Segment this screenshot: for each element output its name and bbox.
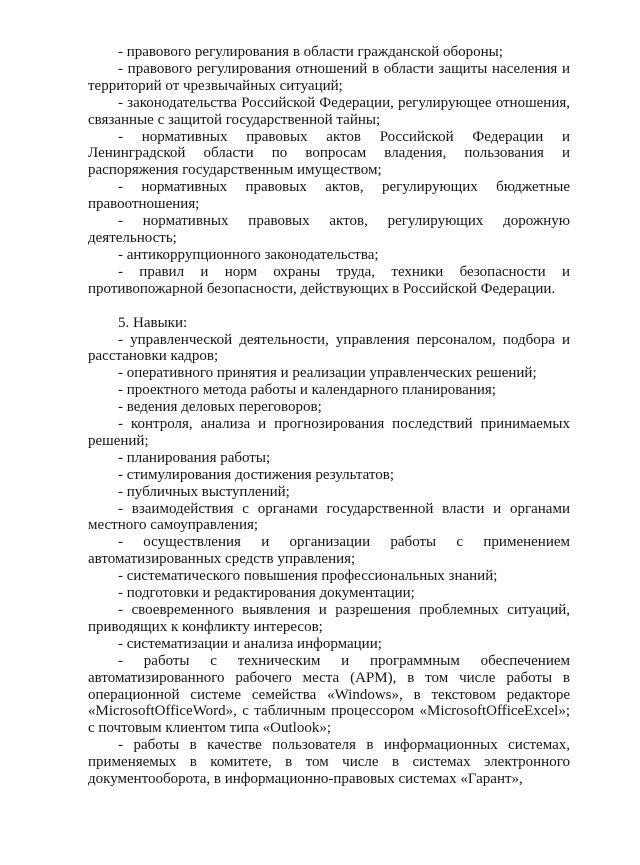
skills-list xyxy=(88,332,570,788)
list-item: - контроля, анализа и прогнозирования последствий принимаемых решений; xyxy=(88,416,570,449)
list-item: - ведения деловых переговоров; xyxy=(118,399,322,416)
list-item: - законодательства Российской Федерации, регулирующее отношения, связанные с защитой государственной тайны; xyxy=(88,94,570,128)
list-item: - работы с техническим и программным обеспечением автоматизированного рабочего места (АРМ), в том числе работы в операционной системе семейства «Windows», в текстовом редакторе «MicrosoftOfficeWord», с табличным процессором «MicrosoftOfficeExcel»; с почтовым клиентом типа «Outlook»; xyxy=(88,652,570,737)
legal-knowledge-list xyxy=(88,44,570,298)
list-item: - правового регулирования в области гражданской обороны; xyxy=(118,44,503,60)
list-item: - стимулирования достижения результатов; xyxy=(118,466,395,483)
list-item: - управленческой деятельности, управления персоналом, подбора и расстановки кадров; xyxy=(88,331,570,365)
list-item: - нормативных правовых актов Российской Федерации и Ленинградской области по вопросам владения, пользования и распоряжения государственным имуществом; xyxy=(88,128,570,179)
list-item: - антикоррупционного законодательства; xyxy=(118,246,379,263)
list-item: - взаимодействия с органами государственной власти и органами местного самоуправления; xyxy=(88,500,570,534)
list-item: - систематического повышения профессиональных знаний; xyxy=(118,568,498,585)
list-item: - правил и норм охраны труда, техники безопасности и противопожарной безопасности, действующих в Российской Федерации. xyxy=(88,263,570,297)
list-item: - планирования работы; xyxy=(118,449,271,466)
list-item: - нормативных правовых актов, регулирующих бюджетные правоотношения; xyxy=(88,179,570,213)
list-item: - правового регулирования отношений в области защиты населения и территорий от чрезвычайных ситуаций; xyxy=(88,60,570,94)
list-item: - систематизации и анализа информации; xyxy=(118,635,382,652)
list-item: - своевременного выявления и разрешения проблемных ситуаций, приводящих к конфликту интересов; xyxy=(88,602,570,635)
list-item: - осуществления и организации работы с применением автоматизированных средств управления; xyxy=(88,534,570,568)
list-item: - оперативного принятия и реализации управленческих решений; xyxy=(118,365,537,382)
list-item: - публичных выступлений; xyxy=(118,483,290,500)
section-heading: 5. Навыки: xyxy=(118,314,188,331)
list-item: - проектного метода работы и календарного планирования; xyxy=(118,382,496,399)
list-item: - нормативных правовых актов, регулирующих дорожную деятельность; xyxy=(88,213,570,246)
section-spacer xyxy=(88,298,570,315)
document-body xyxy=(88,44,570,788)
list-item: - работы в качестве пользователя в информационных системах, применяемых в комитете, в том числе в системах электронного документооборота, в информационно-правовых системах «Гарант», xyxy=(88,737,570,788)
list-item: - подготовки и редактирования документации; xyxy=(118,585,415,602)
